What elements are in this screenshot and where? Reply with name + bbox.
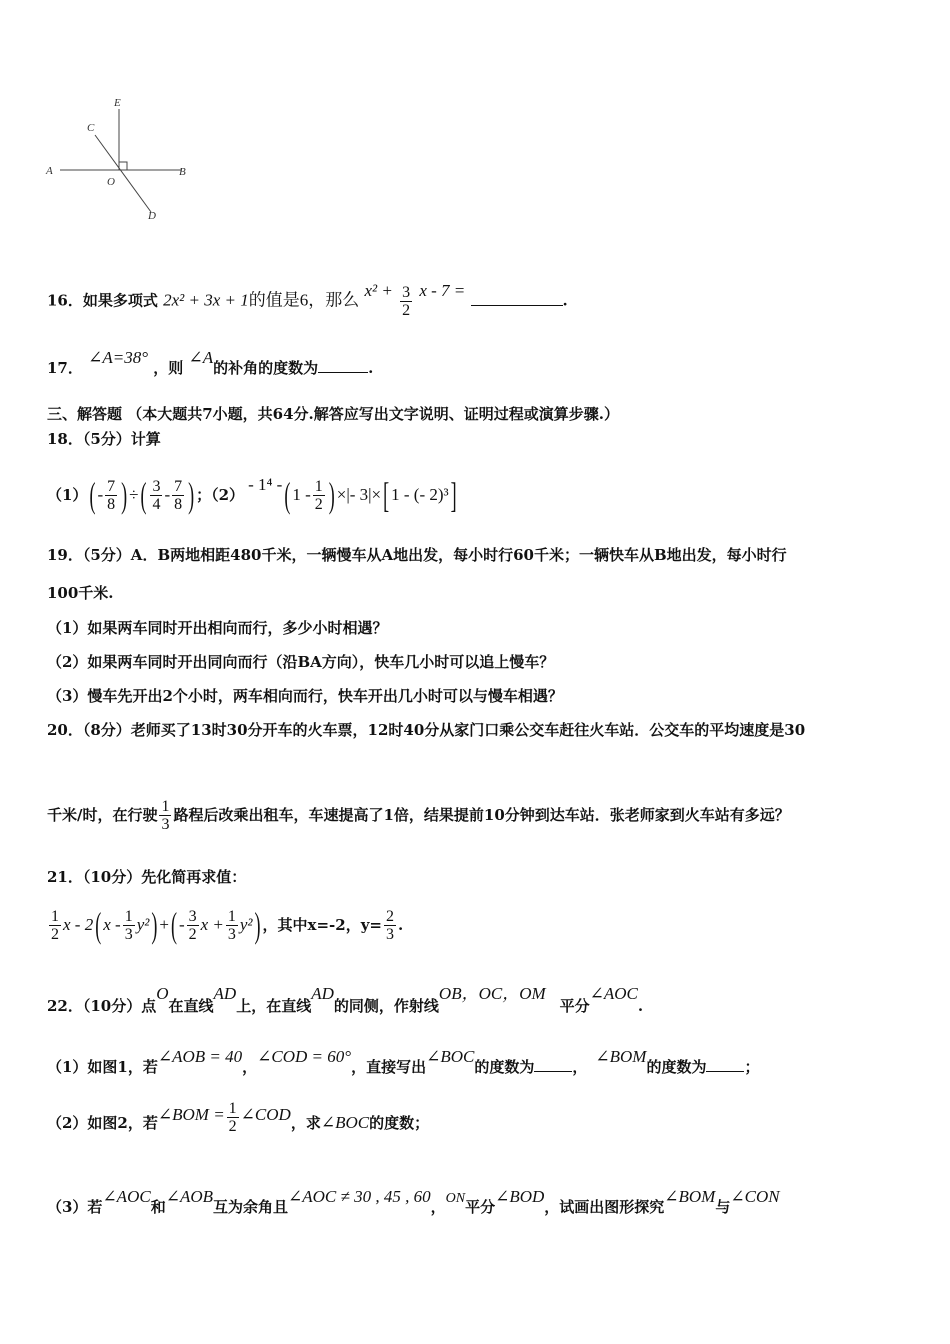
question-19-line-2: 100千米. <box>47 584 114 602</box>
label-e: E <box>114 97 121 109</box>
question-19-line-1: 19．（5分）A．B两地相距480千米，一辆慢车从A地出发，每小时行60千米；一辆快车从B地出发，每小时行 <box>47 546 787 564</box>
question-19-part-2: （2）如果两车同时开出同向而行（沿BA方向），快车几小时可以追上慢车？ <box>47 653 555 671</box>
question-20-line-2: 千米/时，在行驶 $\frac{1}{3}$ 路程后改乘出租车，车速提高了1倍，结果提前10分钟到达车站．张老师家到火车站有多远？ <box>47 798 790 833</box>
question-19-part-1: （1）如果两车同时开出相向而行，多少小时相遇？ <box>47 619 388 637</box>
label-d: D <box>148 210 156 222</box>
label-o: O <box>107 176 115 188</box>
label-b: B <box>179 166 186 178</box>
question-22-part-3: （3）若∠AOC和∠AOB互为余角且∠AOC ≠ 30 , 45 , 60，ON平分∠BOD，试画出图形探究∠BOM与∠CON <box>47 1187 780 1216</box>
answer-blank-16[interactable] <box>471 289 563 306</box>
label-a: A <box>46 165 53 177</box>
question-18-expressions: （1） ( - $\frac{7}{8}$ ) ÷ ( $\frac{3}{4}$ - $\frac{7}{8}$ ) ；（2） - 1⁴ - ( 1 - $\frac{1}{2}$ ) ×|- 3|× [ 1 - (- 2)³ ] <box>47 475 457 515</box>
question-21-title: 21．（10分）先化简再求值： <box>47 868 247 886</box>
question-19-part-3: （3）慢车先开出2个小时，两车相向而行，快车开出几小时可以与慢车相遇？ <box>47 687 563 705</box>
line-cd <box>95 135 151 212</box>
question-17: 17． ∠A=38° ，则 ∠A的补角的度数为 . <box>47 348 374 377</box>
question-16: 16．如果多项式 2x² + 3x + 1的值是6，那么 x² + $\frac{3}{2}$ x - 7 = . <box>47 280 568 319</box>
answer-blank-bom[interactable] <box>706 1055 744 1072</box>
question-21-expression: $\frac{1}{2}$ x - 2 ( x - $\frac{1}{3}$ y² ) + ( - $\frac{3}{2}$ x + $\frac{1}{3}$ y² ) ，其中x=-2，y= $\frac{2}{3}$ . <box>51 905 404 945</box>
question-18-title: 18．（5分）计算 <box>47 430 161 448</box>
answer-blank-17[interactable] <box>318 356 368 373</box>
question-20-line-1: 20．（8分）老师买了13时30分开车的火车票，12时40分从家门口乘公交车赶往火车站．公交车的平均速度是30 <box>47 721 806 739</box>
question-22-intro: 22．（10分）点O在直线AD上，在直线AD的同侧，作射线OB，OC，OM平分∠AOC. <box>47 984 644 1015</box>
question-22-part-1: （1）如图1，若∠AOB = 40，∠COD = 60°，直接写出∠BOC的度数为 ，∠BOM的度数为 ； <box>47 1047 760 1076</box>
question-22-part-2: （2）如图2，若 ∠BOM = $\frac{1}{2}$ ∠COD ，求 ∠BOC 的度数； <box>47 1099 430 1135</box>
geometry-figure <box>40 95 200 225</box>
label-c: C <box>87 122 95 134</box>
section-3-heading: 三、解答题 （本大题共7小题，共64分.解答应写出文字说明、证明过程或演算步骤.） <box>47 405 619 423</box>
answer-blank-boc[interactable] <box>534 1055 572 1072</box>
